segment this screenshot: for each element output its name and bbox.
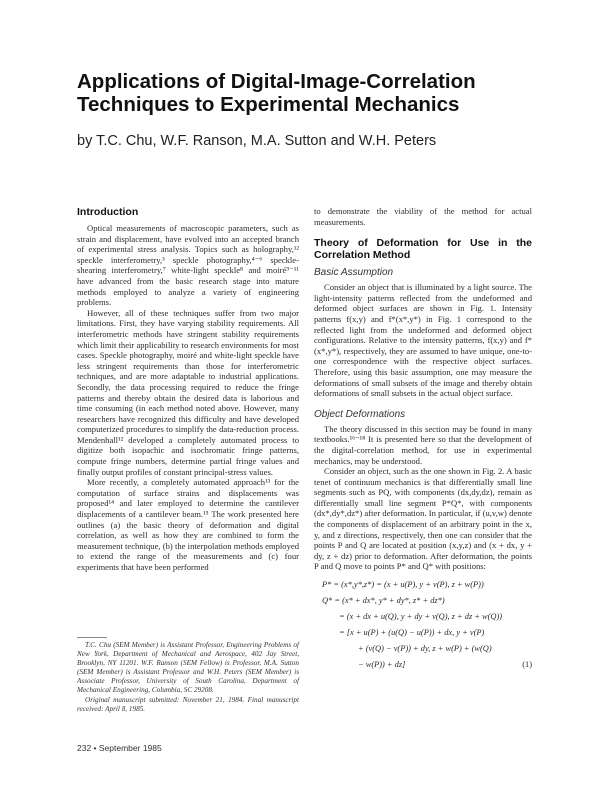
equation-q-star: Q* = (x* + dx*, y* + dy*, z* + dz*) xyxy=(322,596,445,606)
title-line-2: Techniques to Experimental Mechanics xyxy=(77,93,460,116)
author-footnote xyxy=(77,641,299,714)
object-deformations-subheading: Object Deformations xyxy=(314,408,406,420)
footnote-affiliations: T.C. Chu (SEM Member) is Assistant Professor, Engineering Problems of New York, Department of Mechanical and Aerospace, 402 Jay Street, Brooklyn, NY 11201. W.F. Ranson (SEM Fellow) is Professor, M.A. Sutton (SEM Member) is Assistant Professor and W.H. Peters (SEM Member) is Associate Professor, University of South Carolina, Department of Mechanical Engineering, Columbia, SC 29208. xyxy=(77,641,299,694)
footnote-manuscript-dates: Original manuscript submitted: November 21, 1984. Final manuscript received: April 8, 1985. xyxy=(77,696,299,713)
page-footer: 232 • September 1985 xyxy=(77,743,162,753)
equation-number: (1) xyxy=(522,660,532,670)
basic-assumption-subheading: Basic Assumption xyxy=(314,267,394,279)
equation-q-star-expanded: = (x + dx + u(Q), y + dy + v(Q), z + dz + w(Q)) xyxy=(339,612,503,622)
right-column xyxy=(314,206,532,670)
intro-paragraph-2: However, all of these techniques suffer from two major limitations. First, they have varying stability requirements. All interferometric methods have stringent stability requirements which limit their applicability to research environments for most cases. Speckle photography, moiré and white-light speckle have less stringent requirements than those for interferometric techniques, and are more adaptable to industrial applications. Secondly, the data processing required to reduce the fringe patterns and thereby obtain the desired data is laborious and time consuming (in each method noted above. However, many researchers have recognized this difficulty and have developed computerized procedures to simplify the data-reduction process. Mendenhall¹² developed a completely automated process to digitize both isopachic and isochromatic fringe patterns, compute fringe numbers, determine partial fringe values and finally output profiles of constant principal-stress values. xyxy=(77,307,299,477)
equation-q-star-tail: − w(P)) + dz] xyxy=(358,660,406,670)
equation-p-star: P* = (x*,y*,z*) = (x + u(P), y + v(P), z + w(P)) xyxy=(322,580,484,590)
theory-heading: Theory of Deformation for Use in the Correlation Method xyxy=(314,237,532,262)
author-byline: by T.C. Chu, W.F. Ranson, M.A. Sutton and W.H. Peters xyxy=(77,133,437,149)
equation-q-star-bracket-3 xyxy=(314,660,532,670)
title-line-1: Applications of Digital-Image-Correlation xyxy=(77,70,476,93)
intro-paragraph-3: More recently, a completely automated approach¹³ for the computation of surface strains and displacements was proposed¹⁴ and later employed to determine the cantilever displacements of a cantilever beam.¹⁵ The work presented here outlines (a) the basic theory of deformation and digital correlation, as well as how they are combined to form the measurement technique, (b) the interpolation methods employed to extend the range of the measurements and (c) four experiments that have been performed xyxy=(77,477,299,572)
basic-assumption-paragraph: Consider an object that is illuminated by a light source. The light-intensity patterns reflected from the undeformed and deformed object surfaces are shown in Fig. 1. Intensity patterns f(x,y) and f*(x*,y*) in Fig. 1 correspond to the reflected light from the undeformed and deformed object configurations. Relative to the intensity patterns, f(x,y) and f*(x*,y*), respectively, they are assumed to have unique, one-to-one correspondence with the respective object surfaces. Therefore, using this basic assumption, one may measure the deformations of small subsets of the image and thereby obtain deformations of small subsets in the actual object surface. xyxy=(314,282,532,399)
article-title xyxy=(77,70,537,116)
equation-q-star-bracket-1: = [x + u(P) + (u(Q) − u(P)) + dx, y + v(P) xyxy=(339,628,485,638)
left-column xyxy=(77,206,299,573)
intro-paragraph-1: Optical measurements of macroscopic parameters, such as strain and displacement, have evolved into an accepted branch of experimental stress analysis. Topics such as holography,¹² speckle interferometry,³ speckle photography,⁴⁻⁶ speckle-shearing interferometry,⁷ white-light speckle⁸ and moiré⁹⁻¹¹ have advanced from the basic research stage into mature methods employed to analyze a variety of engineering problems. xyxy=(77,223,299,308)
intro-continuation: to demonstrate the viability of the method for actual measurements. xyxy=(314,206,532,227)
introduction-heading: Introduction xyxy=(77,206,139,218)
deformations-paragraph-2: Consider an object, such as the one shown in Fig. 2. A basic tenet of continuum mechanics is that differentially small line segments such as PQ, with components (dx,dy,dz), remain as differentially small line segment P*Q*, with components (dx*,dy*,dz*) after deformation. In particular, if (u,v,w) denote the components of displacement of an arbitrary point in the x, y, and z directions, respectively, then one can consider that the points P and Q are located at position (x,y,z) and (x + dx, y + dy, z + dz) prior to deformation. After deformation, the points P and Q move to points P* and Q* with positions: xyxy=(314,466,532,572)
deformations-paragraph-1: The theory discussed in this section may be found in many textbooks.¹⁶⁻¹⁸ It is presented here so that the development of the digital-correlation method, for use in experimental mechanics, may be understood. xyxy=(314,423,532,466)
footnote-rule xyxy=(77,637,107,638)
equation-q-star-bracket-2: + (v(Q) − v(P)) + dy, z + w(P) + (w(Q) xyxy=(358,644,492,654)
